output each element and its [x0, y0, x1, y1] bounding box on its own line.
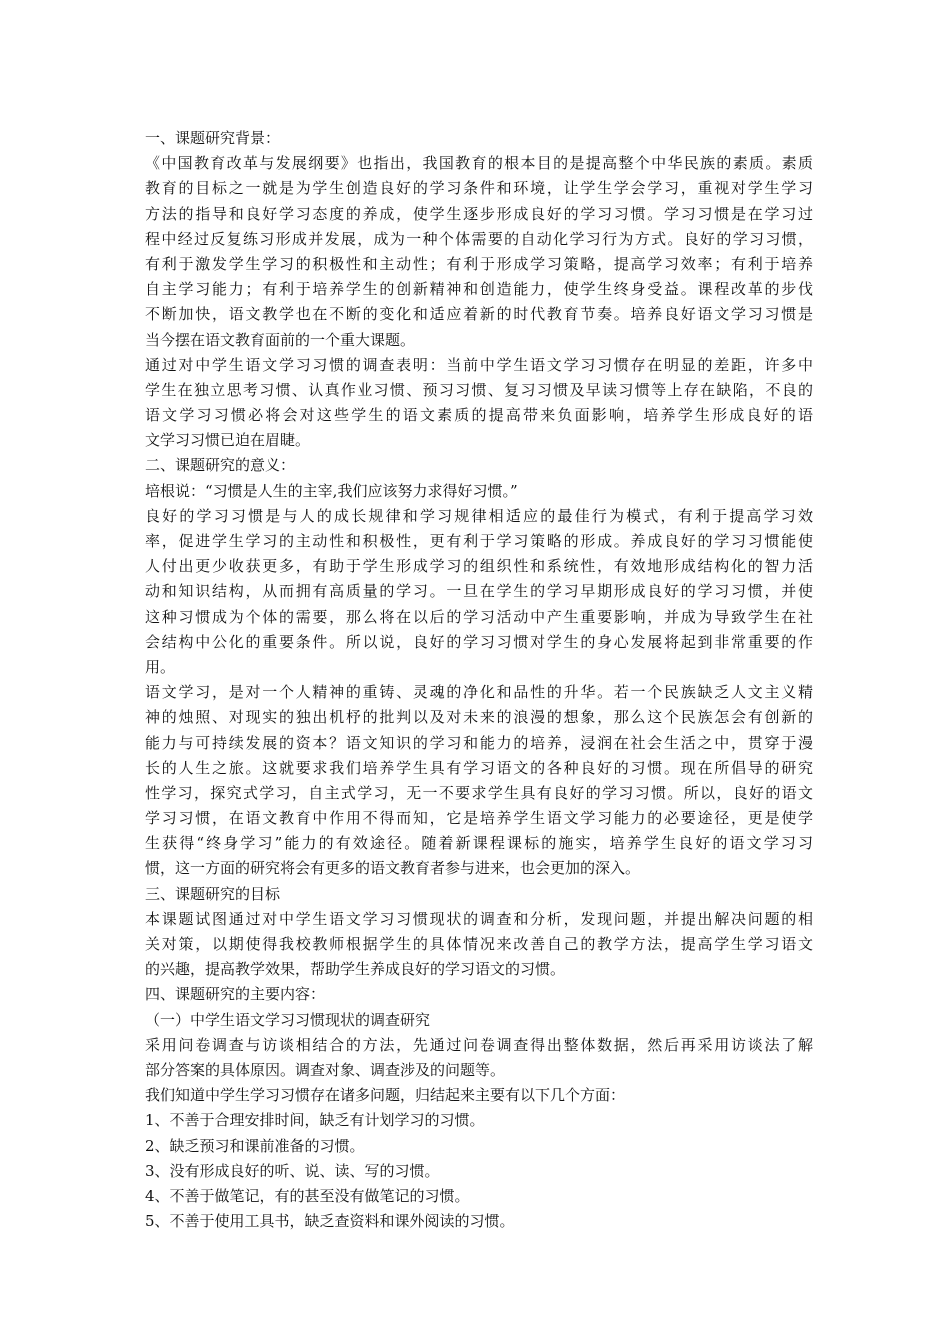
text-line: 3、没有形成良好的听、说、读、写的习惯。: [145, 1161, 440, 1180]
text-line: 生获得“终身学习”能力的有效途径。随着新课程课标的施实，培养学生良好的语文学习习: [145, 834, 813, 853]
section-heading: [145, 1008, 813, 1033]
body-paragraph: [145, 504, 813, 680]
list-item: [145, 1184, 813, 1209]
text-line: 不断加快，语文教学也在不断的变化和适应着新的时代教育节奏。培养良好语文学习习惯是: [145, 305, 813, 324]
body-paragraph: [145, 680, 813, 882]
text-line: 用。: [145, 657, 176, 676]
text-line: 《中国教育改革与发展纲要》也指出，我国教育的根本目的是提高整个中华民族的素质。素质: [145, 154, 813, 173]
text-line: 学习习惯，在语文教育中作用不得而知，它是培养学生语文学习能力的必要途径，更是使学: [145, 809, 813, 828]
text-line: 我们知道中学生学习习惯存在诸多问题，归结起来主要有以下几个方面：: [145, 1086, 626, 1105]
section-heading: [145, 126, 813, 151]
text-line: 一、课题研究背景：: [145, 129, 281, 147]
text-line: 四、课题研究的主要内容：: [145, 985, 326, 1004]
text-line: 率，促进学生学习的主动性和积极性，更有利于学习策略的形成。养成良好的学习习惯能使: [145, 532, 813, 550]
section-heading: [145, 882, 813, 907]
text-line: 语文学习习惯必将会对这些学生的语文素质的提高带来负面影响，培养学生形成良好的语: [145, 406, 813, 425]
text-line: 动和知识结构，从而拥有高质量的学习。一旦在学生的学习早期形成良好的学习习惯，并使: [145, 582, 813, 601]
text-line: 人付出更少收获更多，有助于学生形成学习的组织性和系统性，有效地形成结构化的智力活: [145, 557, 813, 576]
body-paragraph: [145, 907, 813, 983]
text-line: 惯，这一方面的研究将会有更多的语文教育者参与进来，也会更加的深入。: [145, 859, 641, 878]
text-line: 教育的目标之一就是为学生创造良好的学习条件和环境，让学生学会学习，重视对学生学习: [145, 179, 813, 198]
body-paragraph: [145, 151, 813, 353]
text-line: 采用问卷调查与访谈相结合的方法，先通过问卷调查得出整体数据，然后再采用访谈法了解: [145, 1035, 813, 1054]
text-line: 有利于激发学生学习的积极性和主动性；有利于形成学习策略，提高学习效率；有利于培养: [145, 254, 813, 273]
text-line: 这种习惯成为个体的需要，那么将在以后的学习活动中产生重要影响，并成为导致学生在社: [145, 607, 813, 626]
text-line: 语文学习，是对一个人精神的重铸、灵魂的净化和品性的升华。若一个民族缺乏人文主义精: [145, 683, 813, 702]
text-line: 通过对中学生语文学习习惯的调查表明：当前中学生语文学习习惯存在明显的差距，许多中: [145, 355, 813, 374]
text-line: 程中经过反复练习形成并发展，成为一种个体需要的自动化学习行为方式。良好的学习习惯，: [145, 229, 813, 248]
section-heading: [145, 453, 813, 478]
document-page: [145, 126, 813, 1234]
text-line: 长的人生之旅。这就要求我们培养学生具有学习语文的各种良好的习惯。现在所倡导的研究: [145, 758, 813, 777]
text-line: 良好的学习习惯是与人的成长规律和学习规律相适应的最佳行为模式，有利于提高学习效: [145, 506, 813, 525]
text-line: 会结构中公化的重要条件。所以说，良好的学习习惯对学生的身心发展将起到非常重要的作: [145, 632, 813, 651]
text-line: 1、不善于合理安排时间，缺乏有计划学习的习惯。: [145, 1111, 485, 1130]
text-line: 关对策，以期使得我校教师根据学生的具体情况来改善自己的教学方法，提高学生学习语文: [145, 935, 813, 953]
body-paragraph: [145, 1083, 813, 1108]
text-line: （一）中学生语文学习习惯现状的调查研究: [145, 1010, 431, 1029]
body-paragraph: [145, 479, 813, 504]
list-item: [145, 1108, 813, 1133]
text-line: 本课题试图通过对中学生语文学习习惯现状的调查和分析，发现问题，并提出解决问题的相: [145, 909, 813, 928]
section-heading: [145, 982, 813, 1007]
text-line: 培根说：“习惯是人生的主宰,我们应该努力求得好习惯。”: [145, 481, 518, 500]
body-paragraph: [145, 1033, 813, 1083]
text-line: 2、缺乏预习和课前准备的习惯。: [145, 1136, 365, 1155]
text-line: 学生在独立思考习惯、认真作业习惯、预习习惯、复习习惯及早读习惯等上存在缺陷，不良的: [145, 380, 813, 399]
text-line: 能力与可持续发展的资本？语文知识的学习和能力的培养，浸润在社会生活之中，贯穿于漫: [145, 733, 813, 752]
text-line: 自主学习能力；有利于培养学生的创新精神和创造能力，使学生终身受益。课程改革的步伐: [145, 280, 813, 299]
list-item: [145, 1209, 813, 1234]
text-line: 三、课题研究的目标: [145, 884, 281, 903]
text-line: 神的烛照、对现实的独出机杼的批判以及对未来的浪漫的想象，那么这个民族怎会有创新的: [145, 708, 813, 727]
text-line: 5、不善于使用工具书，缺乏查资料和课外阅读的习惯。: [145, 1212, 515, 1231]
text-line: 4、不善于做笔记，有的甚至没有做笔记的习惯。: [145, 1186, 470, 1205]
text-line: 文学习习惯已迫在眉睫。: [145, 431, 311, 450]
list-item: [145, 1159, 813, 1184]
text-line: 当今摆在语文教育面前的一个重大课题。: [145, 330, 416, 349]
text-line: 的兴趣，提高教学效果，帮助学生养成良好的学习语文的习惯。: [145, 960, 566, 979]
text-line: 性学习，探究式学习，自主式学习，无一不要求学生具有良好的学习习惯。所以，良好的语文: [145, 783, 813, 802]
text-line: 方法的指导和良好学习态度的养成，使学生逐步形成良好的学习习惯。学习习惯是在学习过: [145, 204, 813, 223]
body-paragraph: [145, 353, 813, 454]
text-line: 二、课题研究的意义：: [145, 456, 296, 475]
list-item: [145, 1134, 813, 1159]
text-line: 部分答案的具体原因。调查对象、调查涉及的问题等。: [145, 1060, 506, 1079]
